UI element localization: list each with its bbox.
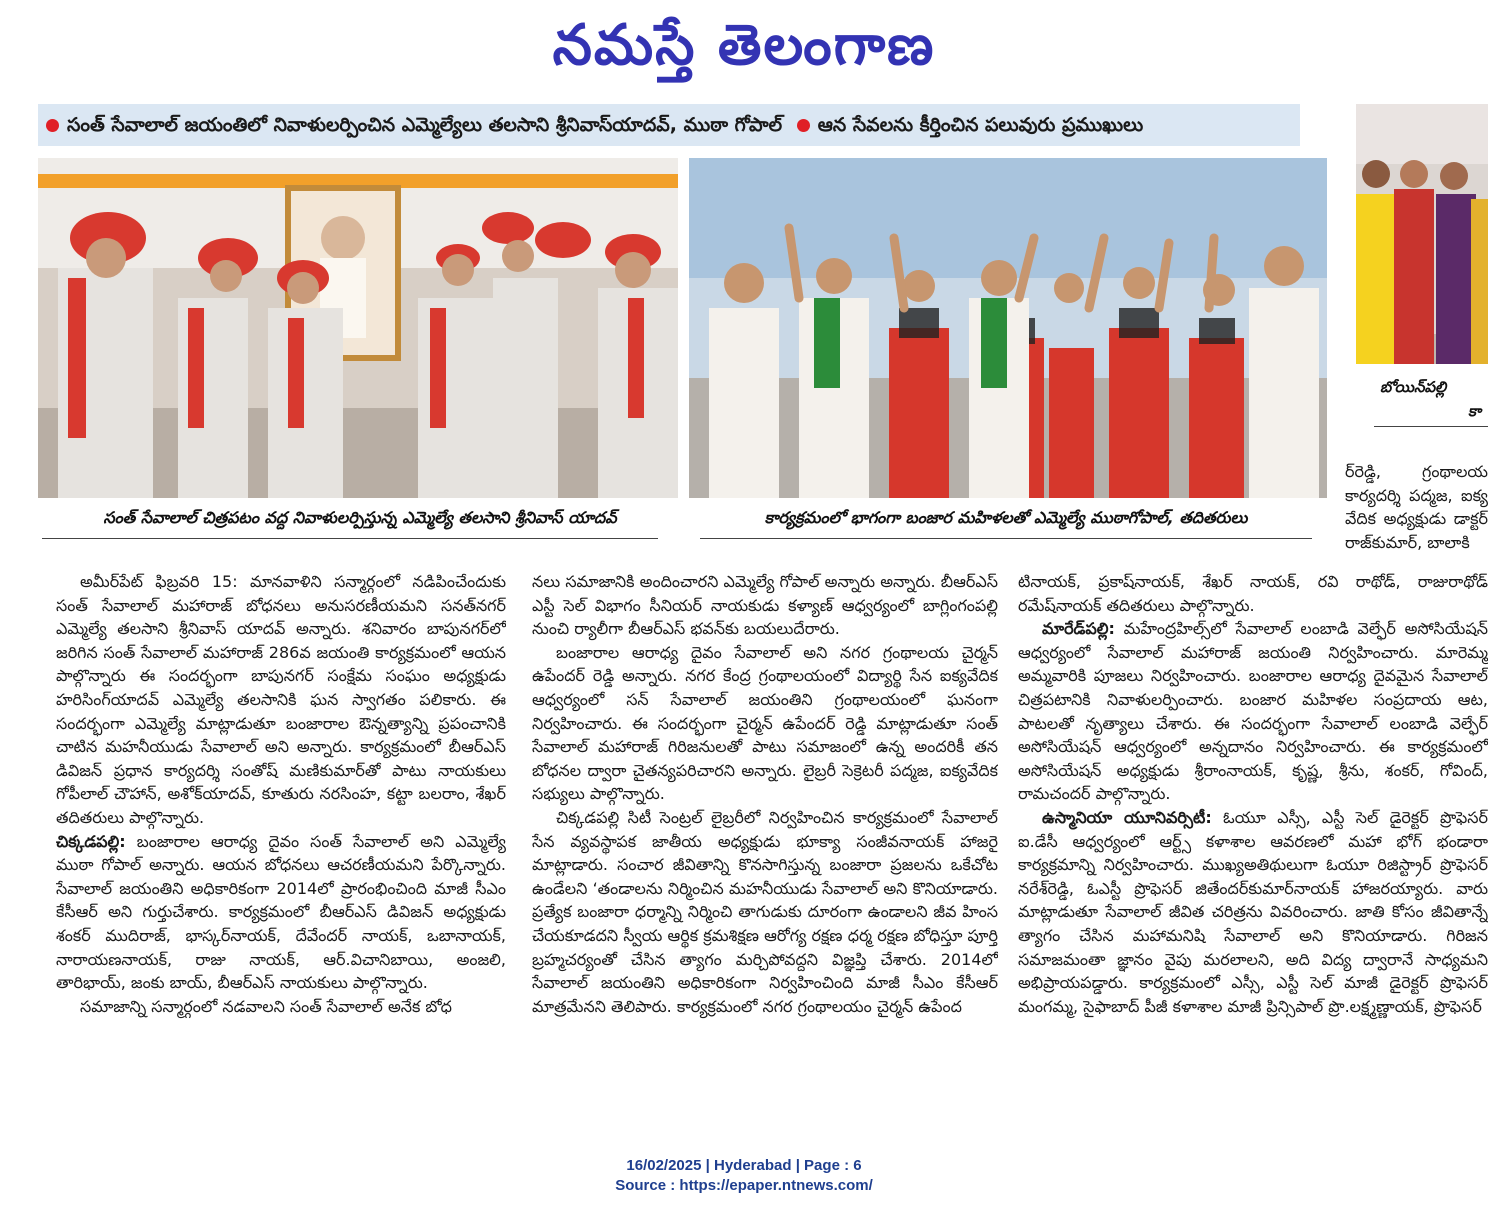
photo-right	[1356, 104, 1488, 364]
paragraph: మారేడ్‌పల్లి: మహేంద్రహిల్స్‌లో సేవాలాల్ లంబాడి వెల్ఫేర్ అసోసియేషన్ ఆధ్వర్యంలో సేవాలాల్ మహారాజ్ జయంతి నిర్వహించారు. మారెమ్మ అమ్మవారికి పూజలు నిర్వహించారు. బంజారాల ఆరాధ్య దైవమైన సేవాలాల్ చిత్రపటానికి నివాళులర్పించారు. బంజార మహిళల సంప్రదాయ ఆట, పాటలతో నృత్యాలు చేశారు. ఈ సందర్భంగా సేవాలాల్ లంబాడి వెల్ఫేర్ అసోసియేషన్ ఆధ్వర్యంలో అన్నదానం నిర్వహించారు. ఈ కార్యక్రమంలో అసోసియేషన్ అధ్యక్షుడు శ్రీరాంనాయక్, కృష్ణ, శ్రీను, శంకర్, గోవింద్, రామచందర్ పాల్గొన్నారు.	[1018, 619, 1488, 804]
caption-left-text: సంత్ సేవాలాల్ చిత్రపటం వద్ద నివాళులర్పిస్తున్న ఎమ్మెల్యే తలసాని శ్రీనివాస్ యాదవ్	[103, 508, 617, 527]
paragraph: ఉస్మానియా యూనివర్సిటీ: ఓయూ ఎస్సీ, ఎస్టీ సెల్ డైరెక్టర్ ప్రొఫెసర్ ఐ.డేసీ ఆధ్వర్యంలో ఆర్ట్స్ కళాశాల ఆవరణలో మహా భోగ్ భండారా కార్యక్రమాన్ని నిర్వహించారు. ముఖ్యఅతిథులుగా ఓయూ రిజిస్ట్రార్ ప్రొఫెసర్ నరేశ్‌రెడ్డి, ఓఎస్టీ ప్రొఫెసర్ జితేందర్‌కుమార్‌నాయక్ హాజరయ్యారు. వారు మాట్లాడుతూ సేవాలాల్ జీవిత చరిత్రను వివరించారు. జాతి కోసం జీవితాన్నే త్యాగం చేసిన మహామనిషి సేవాలాల్ అని కొనియాడారు. గిరిజన సమాజమంతా జ్ఞానం వైపు మరలాలని, అది విద్య ద్వారానే సాధ్యమని అభిప్రాయపడ్డారు. కార్యక్రమంలో ఎస్సీ, ఎస్టీ సెల్ మాజీ డైరెక్టర్ ప్రొఫెసర్ మంగమ్మ, సైఫాబాద్ పీజీ కళాశాల మాజీ ప్రిన్సిపాల్ ప్రొ.లక్ష్మణ్ణాయక్, ప్రొఫెసర్	[1018, 807, 1488, 1016]
side-column	[1345, 460, 1488, 556]
caption-center-text: కార్యక్రమంలో భాగంగా బంజార మహిళలతో ఎమ్మెల్యే ముఠాగోపాల్, తదితరులు	[764, 508, 1248, 527]
paragraph: టినాయక్, ప్రకాష్‌నాయక్, శేఖర్ నాయక్, రవి రాథోడ్, రాజురాథోడ్ రమేష్‌నాయక్ తదితరులు పాల్గొన్నారు.	[1018, 572, 1488, 615]
caption-right-text: బోయిన్‌పల్లి	[1380, 378, 1447, 396]
banner-item-1: సంత్ సేవాలాల్ జయంతిలో నివాళులర్పించిన ఎమ్మెల్యేలు తలసాని శ్రీనివాస్‌యాదవ్, ముఠా గోపాల్	[67, 114, 783, 136]
paragraph: నలు సమాజానికి అందించారని ఎమ్మెల్యే గోపాల్ అన్నారు అన్నారు. బీఆర్‌ఎస్ ఎస్టీ సెల్ విభాగం సీనియర్ నాయకుడు కళ్యాణ్ ఆధ్వర్యంలో బాగ్లింగంపల్లి నుంచి ర్యాలీగా బీఆర్‌ఎస్ భవన్‌కు బయలుదేరారు.	[532, 572, 998, 639]
headline-banner	[38, 104, 1300, 146]
side-column-text: ర్‌రెడ్డి, గ్రంథాలయ కార్యదర్శి పద్మజ, ఐక్య వేదిక అధ్యక్షుడు డాక్టర్ రాజ్‌కుమార్, బాలాకి	[1345, 462, 1488, 552]
dateline-maredpally: మారేడ్‌పల్లి:	[1042, 619, 1115, 639]
footer-source-line[interactable]: Source : https://epaper.ntnews.com/	[615, 1177, 873, 1194]
red-bullet-icon	[797, 119, 810, 132]
paragraph: చిక్కడపల్లి: బంజారాల ఆరాధ్య దైవం సంత్ సేవాలాల్ అని ఎమ్మెల్యే ముఠా గోపాల్ అన్నారు. ఆయన బోధనలు ఆచరణీయమని పేర్కొన్నారు. సేవాలాల్ జయంతిని అధికారికంగా 2014లో ప్రారంభించింది మాజీ సీఎం కేసీఆర్ అని గుర్తుచేశారు. కార్యక్రమంలో బీఆర్‌ఎస్ డివిజన్ అధ్యక్షుడు శంకర్ ముదిరాజ్, భాస్కర్‌నాయక్, దేవేందర్ నాయక్, ఒబానాయక్, నారాయణనాయక్, రాజు నాయక్, ఆర్.విచానిబాయి, అంజలి, తారిభాయ్, జంకు బాయ్, బీఆర్‌ఎస్ నాయకులు పాల్గొన్నారు.	[56, 831, 506, 993]
photo-right-image	[1356, 104, 1488, 364]
paragraph: అమీర్‌పేట్ ఫిబ్రవరి 15: మానవాళిని సన్మార్గంలో నడిపించేందుకు సంత్ సేవాలాల్ మహారాజ్ బోధనలు అనుసరణీయమని సనత్‌నగర్ ఎమ్మెల్యే తలసాని శ్రీనివాస్ యాదవ్ అన్నారు. శనివారం బాపునగర్‌లో జరిగిన సంత్ సేవాలాల్ మహారాజ్ 286వ జయంతి కార్యక్రమంలో ఆయన పాల్గొన్నారు ఈ సందర్భంగా బాపునగర్ సంక్షేమ సంఘం అధ్యక్షుడు హరిసింగ్‌యాదవ్ ఎమ్మెల్యే తలసానికి ఘన స్వాగతం పలికారు. ఈ సందర్భంగా ఎమ్మెల్యే మాట్లాడుతూ బంజారాల ఔన్నత్యాన్ని ప్రపంచానికి చాటిన మహనీయుడు సేవాలాల్ అని అన్నారు. కార్యక్రమంలో బీఆర్‌ఎస్ డివిజన్ ప్రధాన కార్యదర్శి సంతోష్ మణికుమార్‌తో పాటు నాయకులు గోపీలాల్ చౌహాన్, అశోక్‌యాదవ్, కూతురు నరసింహ, కట్టా బలరాం, శేఖర్ తదితరులు పాల్గొన్నారు.	[56, 572, 506, 827]
masthead-title: నమస్తే తెలంగాణ	[552, 12, 936, 78]
caption-right	[1380, 378, 1488, 400]
article-column-2	[532, 570, 998, 1120]
photo-center-image	[689, 158, 1327, 498]
article-column-3	[1018, 570, 1488, 1120]
caption-rule-right	[1374, 426, 1488, 427]
paragraph: బంజారాల ఆరాధ్య దైవం సేవాలాల్ అని నగర గ్రంథాలయ చైర్మన్ ఉపేందర్ రెడ్డి అన్నారు. నగర కేంద్ర గ్రంథాలయంలో విద్యార్థి సేన ఐక్యవేదిక ఆధ్వర్యంలో సన్ సేవాలాల్ జయంతిని గ్రంథాలయంలో ఘనంగా నిర్వహించారు. ఈ సందర్భంగా చైర్మన్ ఉపేందర్ రెడ్డి మాట్లాడుతూ సంత్ సేవాలాల్ మహారాజ్ గిరిజనులతో పాటు సమాజంలో ఉన్న అందరికీ తన బోధనల ద్వారా చైతన్యపరిచారని అన్నారు. లైబ్రరీ సెక్రెటరీ పద్మజ, ఐక్యవేదిక సభ్యులు పాల్గొన్నారు.	[532, 642, 998, 804]
dateline-osmania-university: ఉస్మానియా యూనివర్సిటీ:	[1042, 807, 1212, 827]
caption-right-text-2: కా	[1468, 402, 1482, 420]
photo-center	[689, 158, 1327, 498]
caption-rule-center	[700, 538, 1312, 539]
photo-left	[38, 158, 678, 498]
dateline-chikkadpally: చిక్కడపల్లి:	[56, 831, 126, 851]
footer	[0, 1156, 1488, 1196]
footer-date-line: 16/02/2025 | Hyderabad | Page : 6	[626, 1157, 862, 1174]
caption-right-2	[1468, 402, 1488, 424]
paragraph: చిక్కడపల్లి సిటీ సెంట్రల్ లైబ్రరీలో నిర్వహించిన కార్యక్రమంలో సేవాలాల్ సేన వ్యవస్థాపక జాతీయ అధ్యక్షుడు భూక్యా సంజీవనాయక్ హాజరై మాట్లాడారు. సంచార జీవితాన్ని కొనసాగిస్తున్న బంజారా ప్రజలను ఒకేచోట ఉండేలని ‘తండాలను నిర్మించిన మహనీయుడు సేవాలాల్ అని కొనియాడారు. ప్రత్యేక బంజారా ధర్మాన్ని నిర్మించి తాగుడుకు దూరంగా ఉండాలని జీవ హింస చేయకూడదని స్వీయ ఆర్థిక క్రమశిక్షణ ఆరోగ్య రక్షణ ధర్మ రక్షణ బోధిస్తూ పూర్తి బ్రహ్మచర్యంతో చేసిన త్యాగం మర్చిపోవద్దని విజ్ఞప్తి చేశారు. 2014లో సేవాలాల్ జయంతిని అధికారికంగా నిర్వహించింది మాజీ సీఎం కేసీఆర్ మాత్రమేనని తెలిపారు. కార్యక్రమంలో నగర గ్రంథాలయం చైర్మన్ ఉపేంద	[532, 807, 998, 1016]
caption-rule-left	[42, 538, 658, 539]
banner-item-2: ఆన సేవలను కీర్తించిన పలువురు ప్రముఖులు	[817, 114, 1144, 136]
paragraph: సమాజాన్ని సన్మార్గంలో నడవాలని సంత్ సేవాలాల్ అనేక బోధ	[80, 996, 452, 1016]
caption-center	[700, 508, 1312, 531]
caption-left	[40, 508, 680, 531]
photo-left-image	[38, 158, 678, 498]
article-column-1	[56, 570, 506, 1120]
red-bullet-icon	[46, 119, 59, 132]
masthead	[0, 8, 1488, 82]
